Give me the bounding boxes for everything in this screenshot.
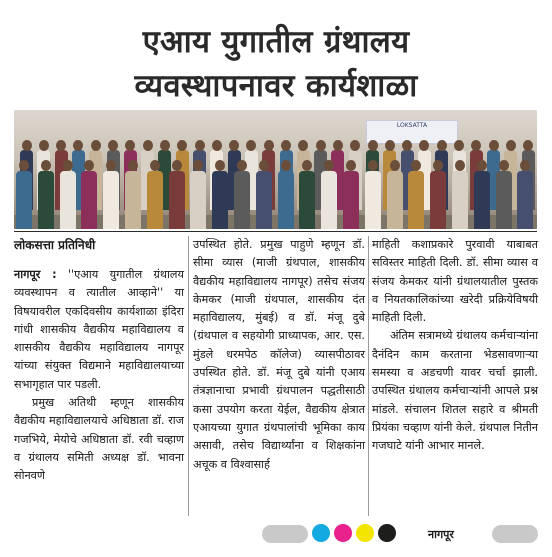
- person-figure: [169, 171, 185, 229]
- person-head: [19, 160, 29, 171]
- person-figure: [321, 171, 337, 229]
- person-head: [172, 160, 182, 171]
- registration-pill-left: [262, 525, 308, 543]
- byline: लोकसत्ता प्रतिनिधी: [14, 238, 96, 252]
- person-head: [22, 140, 32, 151]
- person-figure: [517, 171, 533, 229]
- person-head: [237, 160, 247, 171]
- column-divider-1: [188, 236, 189, 516]
- article-col1-para-1: [14, 266, 184, 394]
- person-figure: [278, 171, 294, 229]
- person-head: [316, 140, 326, 151]
- person-head: [477, 160, 487, 171]
- person-head: [489, 140, 499, 151]
- headline-line-2: व्यवस्थापनावर कार्यशाळा: [134, 68, 418, 104]
- person-head: [39, 140, 49, 151]
- color-mark-cyan: [312, 524, 330, 542]
- registration-pill-right: [492, 525, 538, 543]
- person-head: [437, 140, 447, 151]
- person-figure: [365, 171, 381, 229]
- person-figure: [60, 171, 76, 229]
- person-figure: [474, 171, 490, 229]
- person-head: [368, 140, 378, 151]
- person-figure: [190, 171, 206, 229]
- person-figure: [256, 171, 272, 229]
- person-head: [108, 140, 118, 151]
- person-figure: [430, 171, 446, 229]
- person-head: [264, 140, 274, 151]
- article-column-1: [14, 266, 184, 486]
- person-head: [160, 140, 170, 151]
- person-head: [212, 140, 222, 151]
- person-head: [195, 140, 205, 151]
- person-figure: [38, 171, 54, 229]
- person-head: [346, 160, 356, 171]
- top-rule: [14, 231, 537, 232]
- person-figure: [103, 171, 119, 229]
- person-head: [368, 160, 378, 171]
- person-figure: [496, 171, 512, 229]
- person-figure: [147, 171, 163, 229]
- person-head: [150, 160, 160, 171]
- headline-line-1: एआय युगातील ग्रंथालय: [142, 24, 410, 60]
- person-figure: [408, 171, 424, 229]
- color-mark-yellow: [356, 524, 374, 542]
- banner-text: LOKSATTA: [396, 122, 428, 129]
- person-head: [390, 160, 400, 171]
- person-head: [143, 140, 153, 151]
- person-head: [333, 140, 343, 151]
- person-head: [215, 160, 225, 171]
- person-head: [454, 140, 464, 151]
- article-column-3: [372, 236, 538, 456]
- article-col1-para-2: प्रमुख अतिथी म्हणून शासकीय वैद्यकीय महाविद्यालयाचे अधिष्ठाता डॉ. राज गजभिये, मेयोचे अधिष्ठाता डॉ. रवी चव्हाण व ग्रंथालय समिती अध्यक्ष डॉ. भावना सोनवणे: [14, 396, 184, 483]
- person-head: [499, 160, 509, 171]
- article-col3-para-1: माहिती कशाप्रकारे पुरवावी याबाबत सविस्तर माहिती दिली. डॉ. सीमा व्यास व संजय केमकर यांनी ग्रंथालयातील पुस्तक व नियतकालिकांच्या खरेदी प्रक्रियेविषयी माहिती दिली.: [372, 238, 538, 325]
- color-mark-magenta: [334, 524, 352, 542]
- person-figure: [299, 171, 315, 229]
- person-figure: [81, 171, 97, 229]
- color-mark-black: [378, 524, 396, 542]
- dateline-place: नागपूर :: [14, 268, 57, 281]
- person-head: [455, 160, 465, 171]
- person-figure: [125, 171, 141, 229]
- person-head: [91, 140, 101, 151]
- person-head: [259, 160, 269, 171]
- article-col1-text-1: ''एआय युगातील ग्रंथालय व्यवस्थापन व त्यातील आव्हाने'' या विषयावरील एकदिवसीय कार्यशाळा इंदिरा गांधी शासकीय वैद्यकीय महाविद्यालय व शासकीय वैद्यकीय महाविद्यालय नागपूर यांच्या संयुक्त विद्यमाने महाविद्यालयाच्या सभागृहात पार पडली.: [14, 268, 184, 391]
- person-head: [41, 160, 51, 171]
- column-divider-2: [368, 236, 369, 516]
- person-head: [63, 160, 73, 171]
- person-head: [506, 140, 516, 151]
- person-figure: [452, 171, 468, 229]
- person-head: [302, 160, 312, 171]
- person-figure: [16, 171, 32, 229]
- person-head: [128, 160, 138, 171]
- article-col2-para-1: उपस्थित होते. प्रमुख पाहुणे म्हणून डॉ. सीमा व्यास (माजी ग्रंथपाल, शासकीय वैद्यकीय महाविद्यालय नागपूर) तसेच संजय केमकर (माजी ग्रंथपाल, शासकीय दंत महाविद्यालय, मुंबई) व डॉ. मंजू दुबे (ग्रंथपाल व सहयोगी प्राध्यापक, आर. एस. मुंडले धरमपेठ कॉलेज) व्यासपीठावर उपस्थित होते. डॉ. मंजू दुबे यांनी एआय तंत्रज्ञानाचा प्रभावी ग्रंथपालन पद्धतीसाठी कसा उपयोग करता येईल, वैद्यकीय क्षेत्रात एआयच्या युगात ग्रंथपालांची भूमिका काय असावी, तसेच विद्यार्थ्यांना व शिक्षकांना अचूक व विश्वासार्ह: [193, 238, 365, 471]
- person-head: [281, 160, 291, 171]
- footer-city: नागपूर: [428, 528, 454, 541]
- person-figure: [343, 171, 359, 229]
- person-figure: [387, 171, 403, 229]
- person-figure: [212, 171, 228, 229]
- person-figure: [234, 171, 250, 229]
- article-col3-para-2: अंतिम सत्रामध्ये ग्रंथालय कर्मचाऱ्यांना दैनंदिन काम करताना भेडसावणाऱ्या समस्या व अडचणी यावर चर्चा झाली. उपस्थित ग्रंथालय कर्मचाऱ्यांनी आपले प्रश्न मांडले. संचालन शितल सहारे व श्रीमती प्रियंका चव्हाण यांनी केले. ग्रंथपाल नितीन गजघाटे यांनी आभार मानले.: [372, 329, 538, 453]
- person-head: [281, 140, 291, 151]
- article-column-2: [193, 236, 365, 474]
- event-group-photo: [14, 110, 537, 229]
- person-head: [385, 140, 395, 151]
